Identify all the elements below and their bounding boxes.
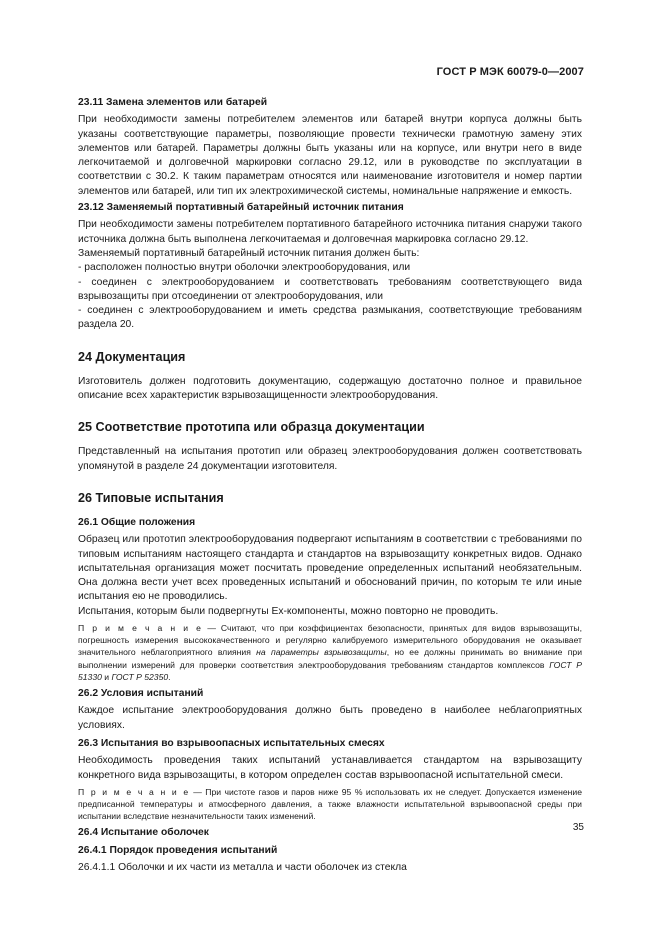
section-23-11-heading: 23.11 Замена элементов или батарей <box>78 97 268 108</box>
section-23-12-list-item-2: - соединен с электрооборудованием и соответствовать требованиям соответствующего вида взрывозащиты при отсоединении от электрооборудования, или <box>78 276 582 302</box>
note-2: П р и м е ч а н и е — При чистоте газов и паров ниже 95 % использовать их не следует. Допускается изменение предписанной температуры и атмосферного давления, а также влажности испытательной взрывоопасной среды при испытании вследствие незначительности таких изменений. <box>78 786 582 822</box>
section-26-1-paragraph-1: Образец или прототип электрооборудования подвергают испытаниям в соответствии с требованиями по типовым испытаниям настоящего стандарта и стандартов на взрывозащиту конкретных видов. Однако испытательная организация может посчитать проведение определенных испытаний необязательным. Она должна вести учет всех проведенных испытаний и обоснований причин, по которым те или иные испытания ею не проводились. <box>78 534 582 603</box>
section-23-12-list-item-1: - расположен полностью внутри оболочки электрооборудования, или <box>78 262 411 274</box>
note-1-label: П р и м е ч а н и е <box>78 623 203 634</box>
section-26-2-paragraph: Каждое испытание электрооборудования должно быть проведено в наиболее неблагоприятных условиях. <box>78 705 582 731</box>
section-26-3-heading: 26.3 Испытания во взрывоопасных испытательных смесях <box>78 737 385 749</box>
section-24-heading: 24 Документация <box>78 349 186 364</box>
section-23-12-heading: 23.12 Заменяемый портативный батарейный источник питания <box>78 202 404 214</box>
note-2-label: П р и м е ч а н и е <box>78 786 190 797</box>
section-26-1-heading: 26.1 Общие положения <box>78 516 196 528</box>
section-23-12-paragraph-1: При необходимости замены потребителем портативного батарейного источника питания снаружи такого источника должна быть выполнена легкочитаемая и долговечная маркировка согласно 29.12. <box>78 219 582 245</box>
standard-header: ГОСТ Р МЭК 60079-0—2007 <box>436 66 584 78</box>
section-24-paragraph: Изготовитель должен подготовить документацию, содержащую достаточно полное и правильное описание всех характеристик взрывозащищенности электрооборудования. <box>78 375 582 402</box>
section-25-paragraph: Представленный на испытания прототип или образец электрооборудования должен соответствовать упомянутой в разделе 24 документации изготовителя. <box>78 446 582 472</box>
section-23-12-list-item-3: - соединен с электрооборудованием и иметь средства размыкания, соответствующие требованиям раздела 20. <box>78 305 582 331</box>
section-26-4-1-heading: 26.4.1 Порядок проведения испытаний <box>78 844 278 856</box>
section-26-4-1-1-line: 26.4.1.1 Оболочки и их части из металла и части оболочек из стекла <box>78 862 407 874</box>
section-26-1-paragraph-2: Испытания, которым были подвергнуты Ex-компоненты, можно повторно не проводить. <box>78 605 499 617</box>
section-23-12-paragraph-2: Заменяемый портативный батарейный источник питания должен быть: <box>78 247 420 259</box>
page-number: 35 <box>572 822 584 833</box>
section-26-3-paragraph: Необходимость проведения таких испытаний устанавливается стандартом на взрывозащиту конкретного вида взрывозащиты, в котором определен состав взрывоопасной испытательной смеси. <box>78 755 582 781</box>
note-1: П р и м е ч а н и е — Считают, что при коэффициентах безопасности, принятых для видов взрывозащиты, погрешность измерения высококачественного и регулярно калибруемого измерительного оборудования не оказывает значительного неблагоприятного влияния на параметры взрывозащиты, но ее должны принимать во внимание при выполнении измерений для проверки соответствия электрооборудования требованиям стандартов комплексов ГОСТ Р 51330 и ГОСТ Р 52350. <box>78 623 583 682</box>
page-content <box>78 92 582 875</box>
section-26-2-heading: 26.2 Условия испытаний <box>78 688 204 700</box>
section-25-heading: 25 Соответствие прототипа или образца документации <box>78 420 425 435</box>
section-26-4-heading: 26.4 Испытание оболочек <box>78 827 209 839</box>
section-23-11-paragraph: При необходимости замены потребителем элементов или батарей внутри корпуса должны быть указаны соответствующие параметры, позволяющие провести технически грамотную замену этих элементов или батарей. Параметры должны быть указаны или на корпусе, или внутри него в виде легкочитаемой и долговечной маркировки согласно 29.12, или в руководстве по эксплуатации в соответствии с 30.2. К таким параметрам относятся или наименование изготовителя и номер партии элементов или батарей, или тип их электрохимической системы, номинальные напряжение и емкость. <box>78 114 582 197</box>
section-26-heading: 26 Типовые испытания <box>78 490 224 505</box>
